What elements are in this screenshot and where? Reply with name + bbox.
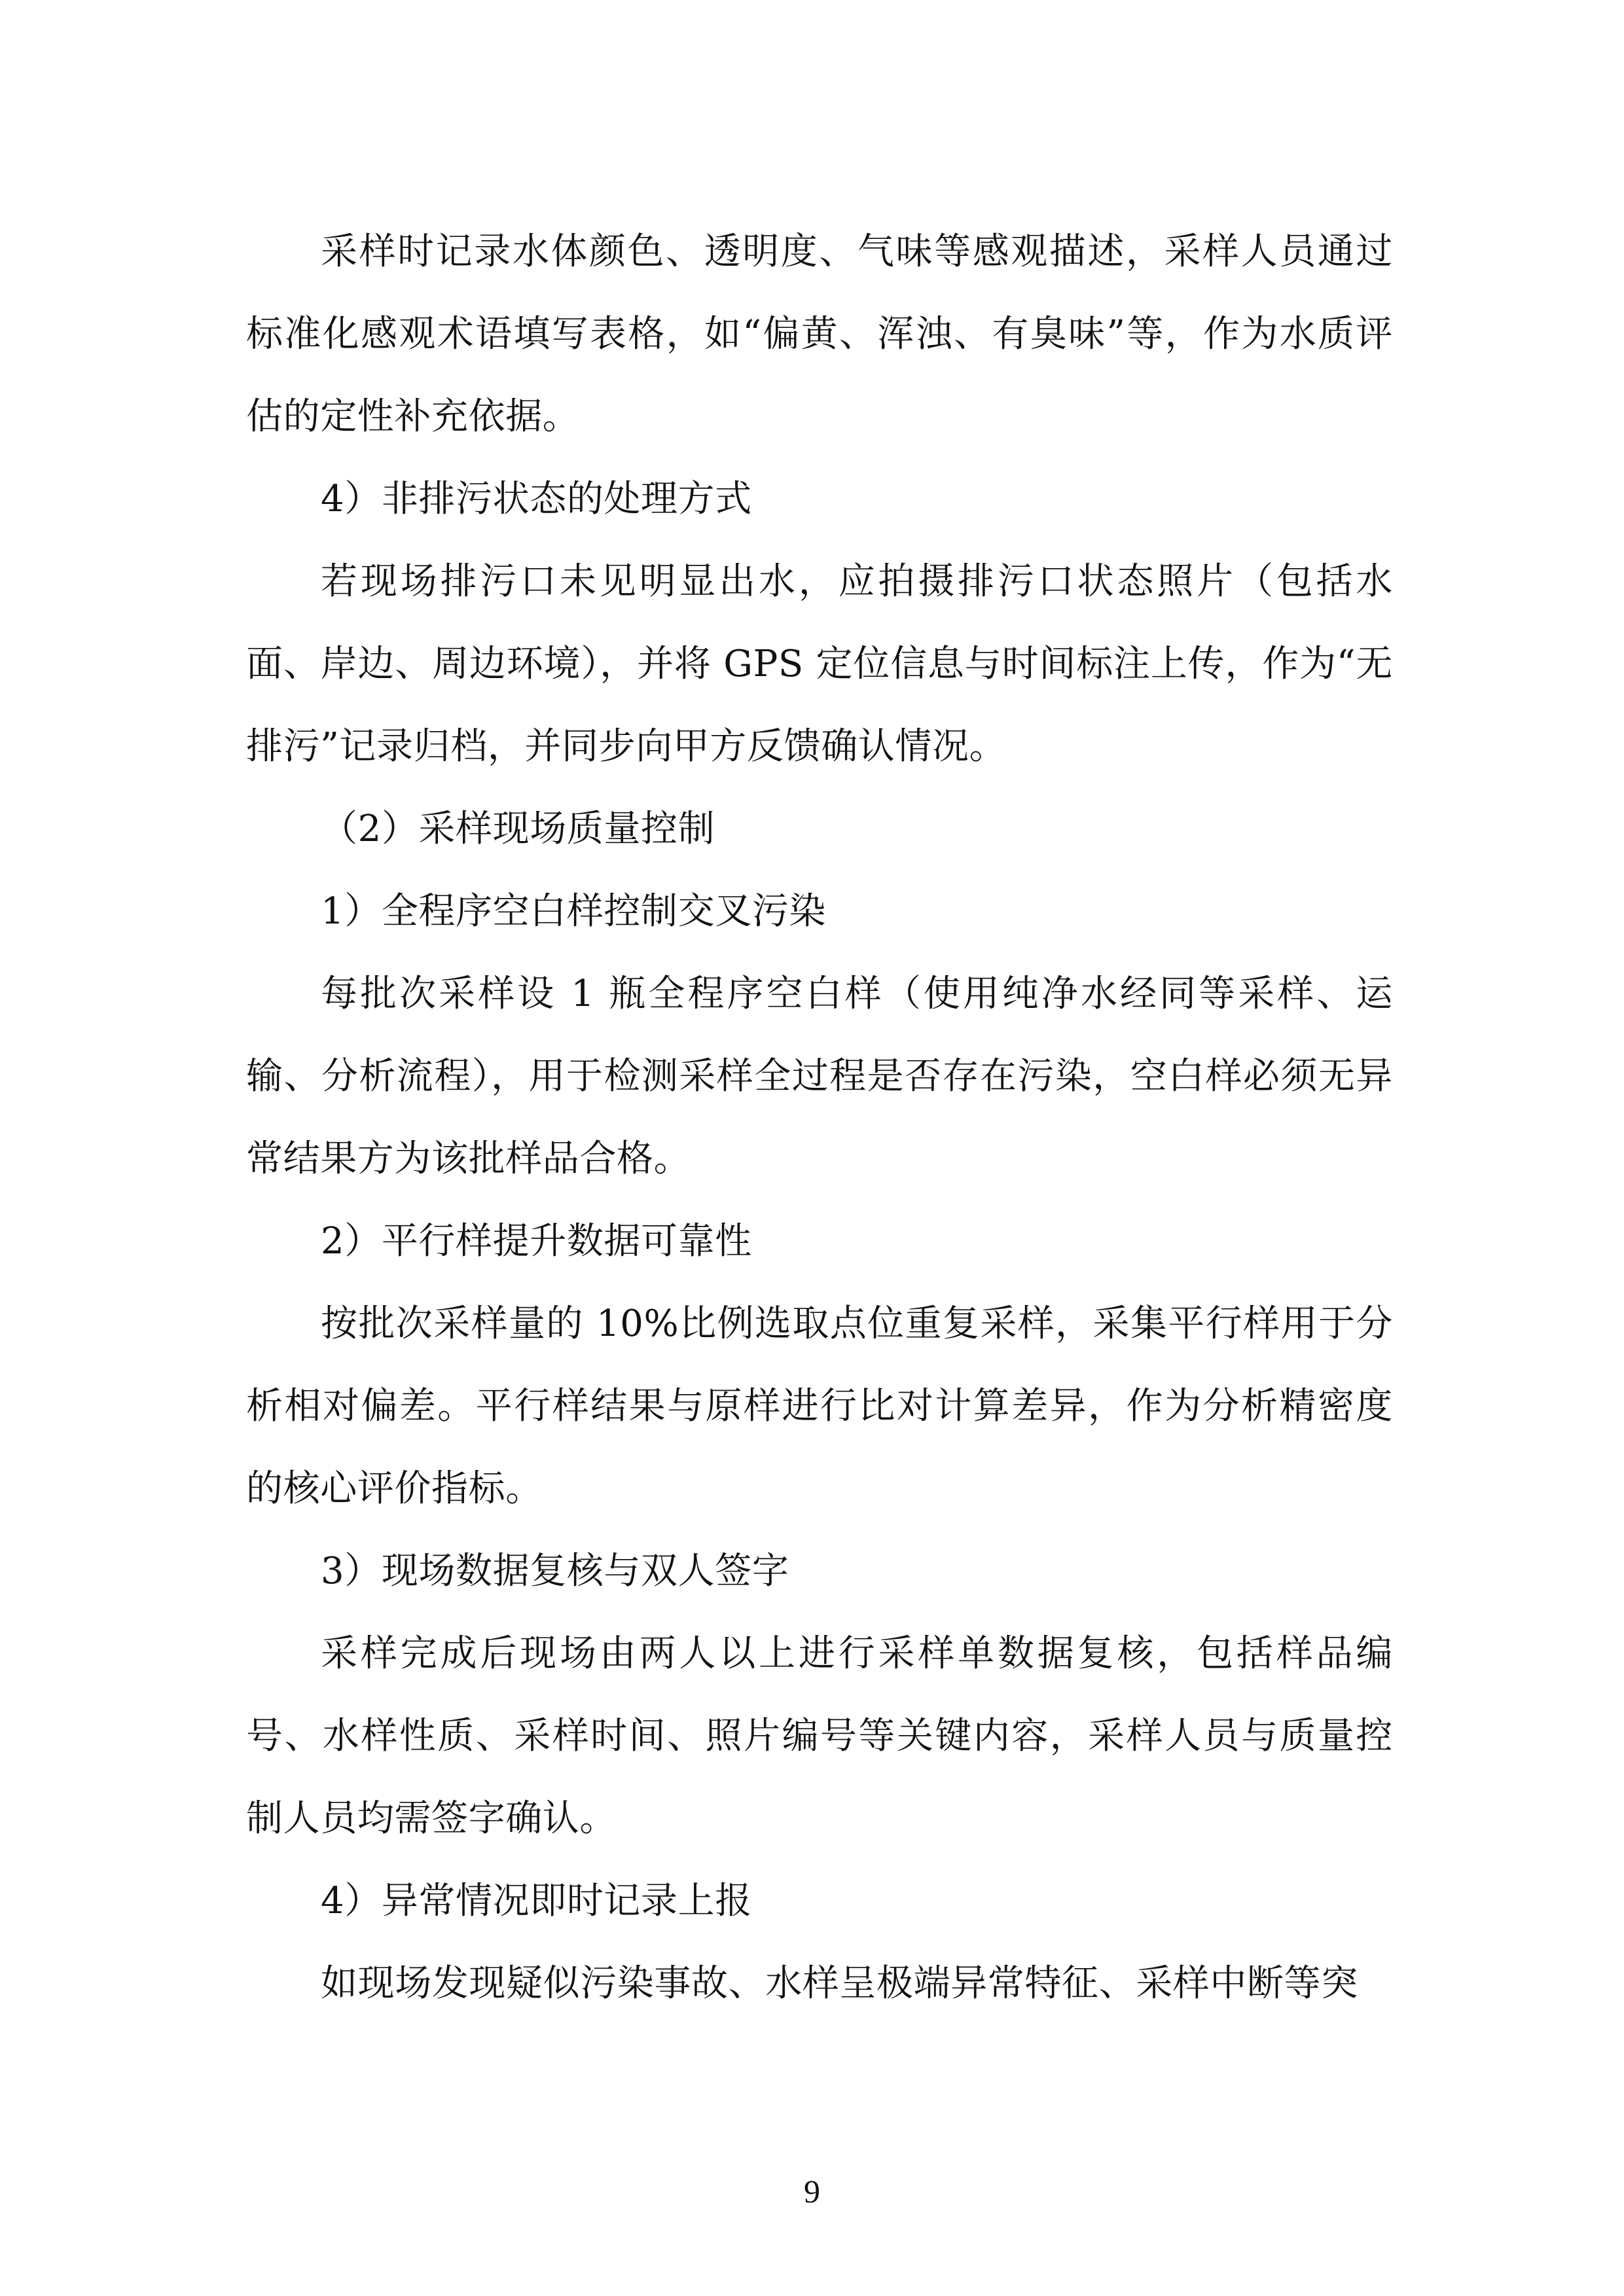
page-number: 9	[804, 2173, 820, 2210]
paragraph-parallel-sample: 按批次采样量的 10%比例选取点位重复采样，采集平行样用于分析相对偏差。平行样结果与原样进行比对计算差异，作为分析精密度的核心评价指标。	[246, 1302, 1393, 1510]
heading-parallel-sample: 2）平行样提升数据可靠性	[321, 1220, 752, 1263]
paragraph-data-review: 采样完成后现场由两人以上进行采样单数据复核，包括样品编号、水样性质、采样时间、照片编号等关键内容，采样人员与质量控制人员均需签字确认。	[246, 1632, 1393, 1840]
heading-sampling-quality-control: （2）采样现场质量控制	[321, 808, 715, 850]
paragraph-anomaly-report: 如现场发现疑似污染事故、水样呈极端异常特征、采样中断等突	[321, 1962, 1358, 2005]
heading-anomaly-report: 4）异常情况即时记录上报	[321, 1880, 752, 1922]
heading-field-blank: 1）全程序空白样控制交叉污染	[321, 890, 827, 933]
paragraph-non-discharge-procedure: 若现场排污口未见明显出水，应拍摄排污口状态照片（包括水面、岸边、周边环境），并将 GPS 定位信息与时间标注上传，作为“无排污”记录归档，并同步向甲方反馈确认情况。	[246, 560, 1393, 768]
heading-non-discharge-handling: 4）非排污状态的处理方式	[321, 478, 752, 520]
body-text	[246, 211, 1393, 2025]
heading-data-review: 3）现场数据复核与双人签字	[321, 1550, 789, 1592]
paragraph-sensory-description: 采样时记录水体颜色、透明度、气味等感观描述，采样人员通过标准化感观术语填写表格，如“偏黄、浑浊、有臭味”等，作为水质评估的定性补充依据。	[246, 230, 1393, 438]
paragraph-field-blank: 每批次采样设 1 瓶全程序空白样（使用纯净水经同等采样、运输、分析流程），用于检测采样全过程是否存在污染，空白样必须无异常结果方为该批样品合格。	[246, 973, 1393, 1180]
